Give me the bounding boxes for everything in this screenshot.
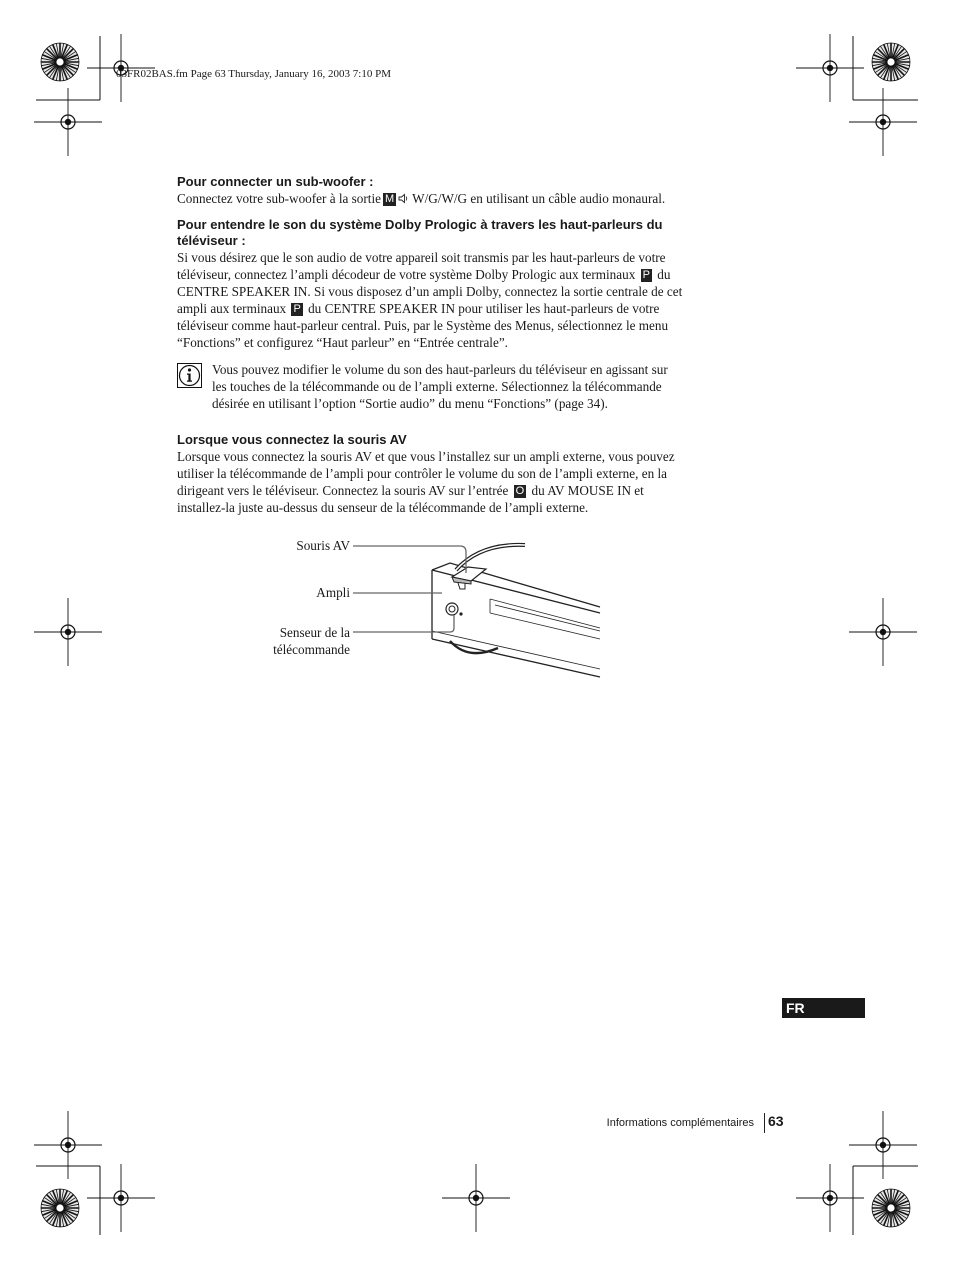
footer-section-title: Informations complémentaires [606,1117,754,1129]
label-av-mouse: Souris AV [296,538,350,553]
language-tab: FR [782,998,865,1018]
label-remote-sensor: Senseur de la télécommande [273,625,350,657]
terminal-p-badge: P [293,303,301,315]
heading-subwoofer: Pour connecter un sub-woofer : [177,174,374,189]
info-icon [177,363,202,388]
info-note [177,361,777,412]
heading-dolby-cont: téléviseur : [177,233,246,248]
dolby-paragraph: Si vous désirez que le son audio de votre appareil soit transmis par les haut-parleurs de votre téléviseur, connectez l’ampli décodeur de votre système Dolby Prologic aux terminaux P du CENTRE SPEAKER IN. Si vous disposez d’un ampli Dolby, connectez la sortie centrale de cet ampli aux terminaux P du CENTRE SPEAKER IN pour utiliser les haut-parleurs de votre téléviseur comme haut-parleur central. Puis, par le Système des Menus, sélectionnez le menu “Fonctions” et configurez “Haut parleur” en “Entrée centrale”. [177,250,683,350]
file-info-header: 03FR02BAS.fm Page 63 Thursday, January 16, 2003 7:10 PM [116,68,391,80]
av-mouse-paragraph: Lorsque vous connectez la souris AV et que vous l’installez sur un ampli externe, vous pouvez utiliser la télécommande de l’ampli pour contrôler le volume du son de l’ampli externe, en la dirigeant vers le téléviseur. Connectez la souris AV sur l’entrée O du AV MOUSE IN et installez-la juste au-dessus du senseur de la télécommande de l’ampli externe. [177,449,675,515]
subwoofer-text: Connectez votre sub-woofer à la sortie M W/G/W/G en utilisant un câble audio monaural. [177,191,666,206]
terminal-p-badge: P [642,269,650,281]
heading-dolby: Pour entendre le son du système Dolby Prologic à travers les haut-parleurs du [177,217,663,232]
terminal-m-badge: M [384,193,395,205]
main-content [177,174,777,516]
av-mouse-amplifier-illustration [350,535,605,680]
info-note-text: Vous pouvez modifier le volume du son des haut-parleurs du téléviseur en agissant sur les touches de la télécommande ou de l’ampli externe. Sélectionnez la télécommande désirée en utilisant l’option “Sortie audio” du menu “Fonctions” (page 34). [212,362,668,411]
speaker-icon [398,193,409,204]
label-amplifier: Ampli [316,585,350,600]
heading-av-mouse: Lorsque vous connectez la souris AV [177,432,407,447]
footer-divider [764,1113,765,1133]
page-number: 63 [768,1113,784,1129]
terminal-o-badge: O [515,485,525,497]
